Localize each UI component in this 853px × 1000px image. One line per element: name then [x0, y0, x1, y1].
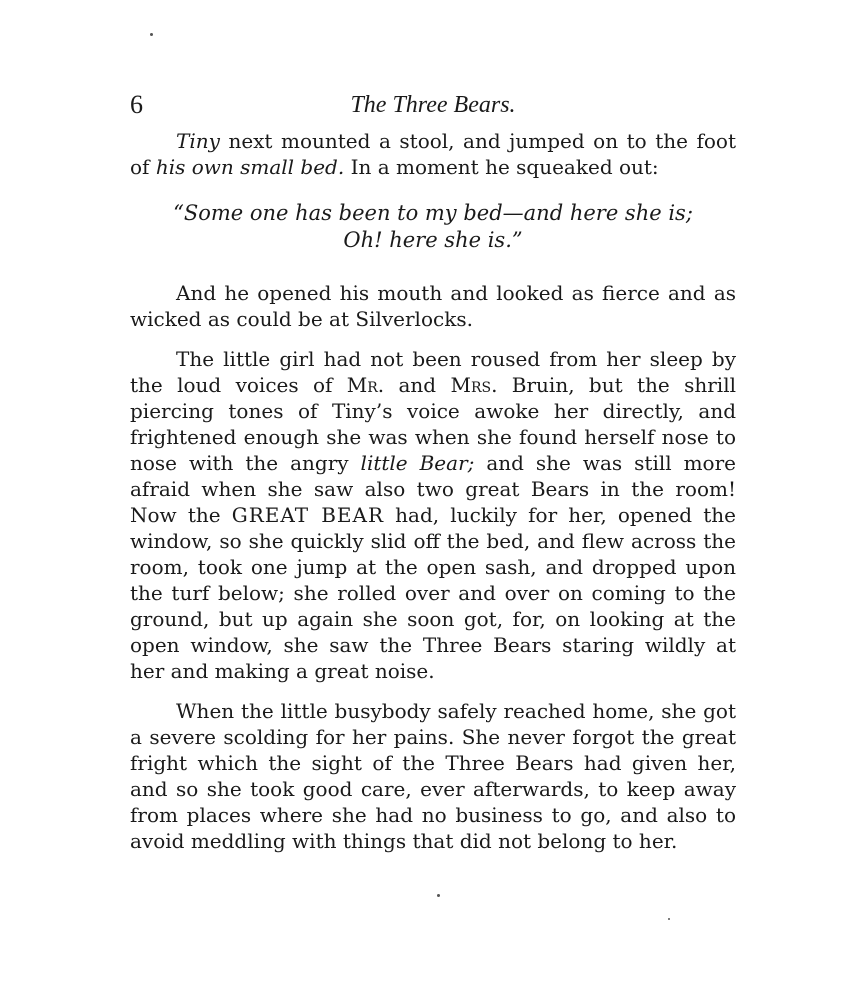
quoted-verse: [130, 200, 736, 254]
verse-line-2: Oh! here she is.”: [343, 228, 523, 252]
page-body: [130, 128, 736, 854]
text-run: and she was still more afraid when she saw also two great Bears in the room! Now the: [130, 451, 736, 527]
paragraph-4: When the little busybody safely reached home, she got a severe scolding for her pains. She never forgot the great fright which the sight of the Three Bears had given her, and so she took good care, ever afterwards, to keep away from places where she had no business to go, and also to avoid meddling with things that did not belong to her.: [130, 699, 736, 853]
emphasis-text: his own small bed.: [155, 155, 345, 179]
emphasis-text: little Bear;: [360, 451, 475, 475]
page-header: [130, 90, 736, 120]
running-title: The Three Bears.: [350, 92, 516, 118]
text-run: next mounted a stool, and jumped on to the foot of: [130, 129, 736, 179]
paragraph-3: [130, 346, 736, 684]
name-tiny: Tiny: [176, 129, 220, 153]
paper-speck: [437, 894, 440, 897]
title-mr: Mr.: [346, 373, 385, 397]
paragraph-2: And he opened his mouth and looked as fierce and as wicked as could be at Silverlocks.: [130, 281, 736, 331]
text-run: Bruin, but the shrill piercing tones of Tiny’s voice awoke her directly, and frightened enough she was when she found herself nose to nose with the angry: [130, 373, 736, 475]
text-run: In a moment he squeaked out:: [344, 155, 659, 179]
great-bear-caps: GREAT BEAR: [231, 503, 385, 527]
paper-speck: [668, 918, 670, 920]
text-run: had, luckily for her, opened the window, so she quickly slid off the bed, and flew across the room, took one jump at the open sash, and dropped upon the turf below; she rolled over and over on coming to the ground, but up again she soon got, for, on looking at the open window, she saw the Three Bears staring wildly at her and making a great noise.: [130, 503, 736, 683]
paragraph-1: [130, 128, 736, 180]
paper-speck: [150, 33, 153, 36]
title-mrs: Mrs.: [450, 373, 498, 397]
text-run: The little girl had not been roused from her sleep by the loud voices of: [130, 347, 736, 397]
page-number: 6: [130, 90, 143, 119]
text-run: and: [384, 373, 451, 397]
verse-line-1: “Some one has been to my bed—and here she is;: [173, 201, 693, 225]
